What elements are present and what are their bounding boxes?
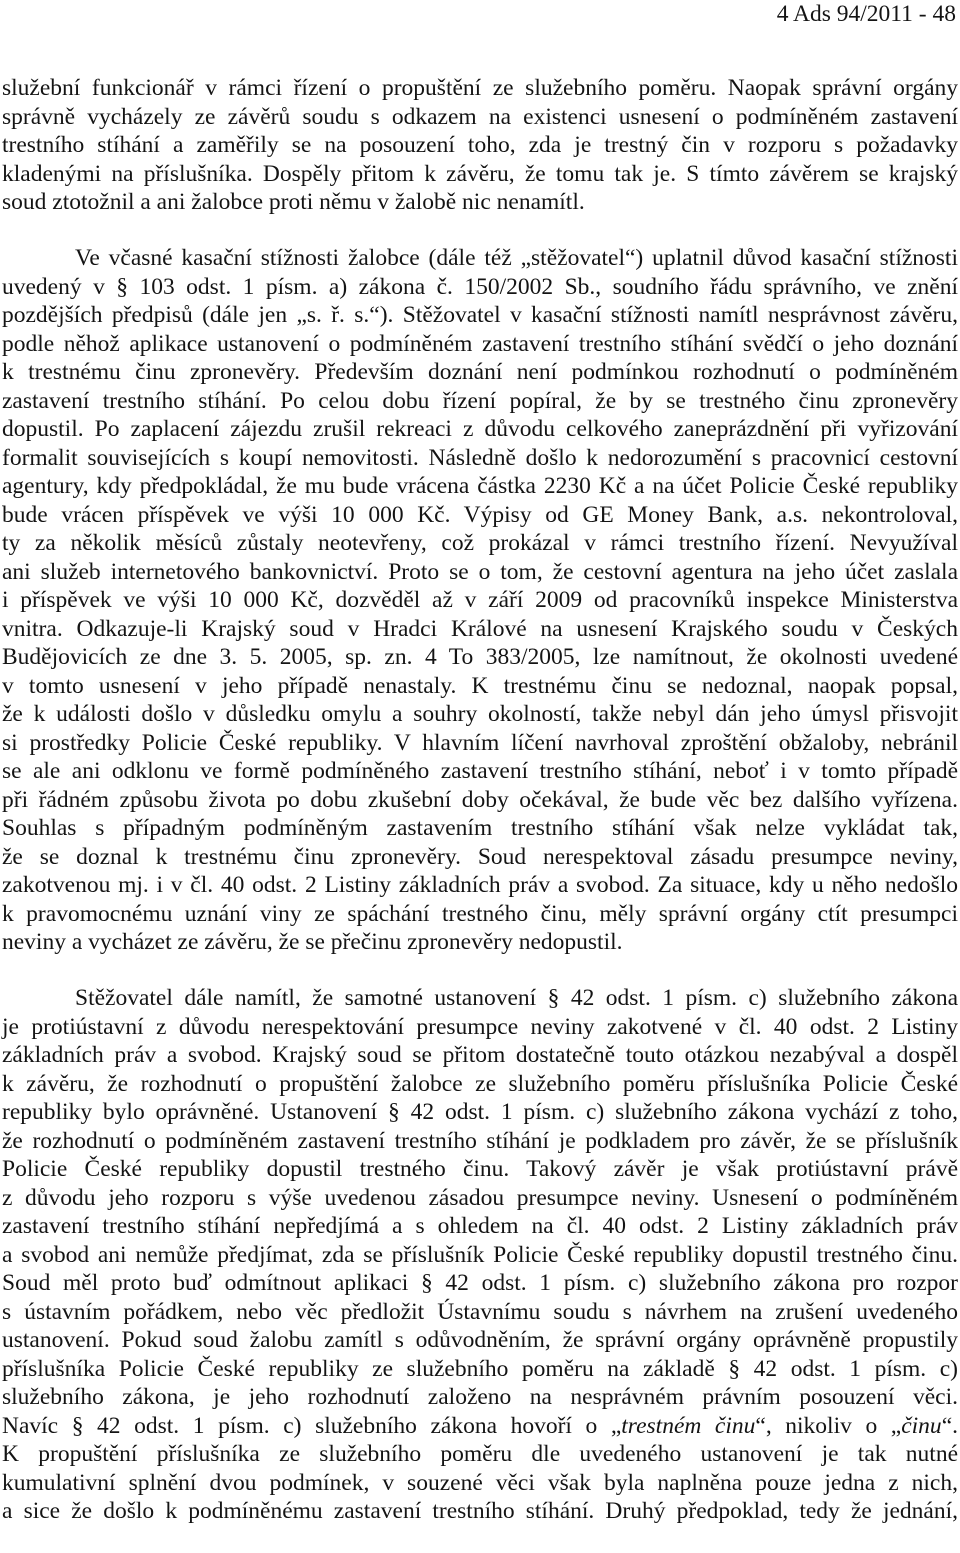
text-segment: Navíc § 42 odst. 1 písm. c) služebního zákona hovoří o „ [2,1412,622,1439]
text-line: bude vrácen příspěvek ve výši 10 000 Kč. Výpisy od GE Money Bank, a.s. nekontroloval, [2,501,958,528]
text-line: je protiústavní z důvodu nerespektování presumpce neviny zakotvené v čl. 40 odst. 2 Listiny [2,1013,958,1040]
text-line: k závěru, že rozhodnutí o propuštění žalobce ze služebního poměru příslušníka Policie České [2,1070,958,1097]
text-line: a svobod ani nemůže předjímat, zda se příslušník Policie České republiky dopustil trestného činu. [2,1241,958,1268]
text-line: zastavení trestního stíhání. Po celou dobu řízení popíral, že by se trestného činu zpronevěry [2,387,958,414]
text-line: zakotvenou mj. i v čl. 40 odst. 2 Listiny základních práv a svobod. Za situace, kdy u něho nedošlo [2,872,958,898]
text-line: k trestnému činu zpronevěry. Především doznání není podmínkou rozhodnutí o podmíněném [2,359,958,385]
text-line: republiky bylo oprávněné. Ustanovení § 42 odst. 1 písm. c) služebního zákona vychází z toho, [2,1099,958,1125]
text-segment: “, nikoliv o „ [755,1412,902,1439]
text-line: příslušníka Policie České republiky ze služebního poměru na základě § 42 odst. 1 písm. c) [2,1355,958,1382]
text-line: k pravomocnému uznání viny ze spáchání trestného činu, měly správní orgány ctít presumpci [2,900,958,927]
text-line: si prostředky Policie České republiky. V hlavním líčení navrhoval zproštění obžaloby, nebránil [2,729,958,756]
text-line: ani služeb internetového bankovnictví. Proto se o tom, že cestovní agentura na jeho účet zaslala [2,558,958,585]
text-line: Stěžovatel dále namítl, že samotné ustanovení § 42 odst. 1 písm. c) služebního zákona [75,985,958,1011]
case-number-header: 4 Ads 94/2011 - 48 [776,1,956,27]
text-segment: “. [941,1412,958,1439]
text-line: dopustil. Po zaplacení zájezdu zrušil rekreaci z důvodu celkového zaneprázdnění při vyřizování [2,416,958,442]
text-line: podle něhož aplikace ustanovení o podmíněném zastavení trestního stíhání svědčí o jeho doznání [2,330,958,357]
text-line: že rozhodnutí o podmíněném zastavení trestního stíhání je podkladem pro závěr, že se příslušník [2,1127,958,1154]
text-line: při řádném způsobu života po dobu zkušební doby očekával, že bude věc bez dalšího vyřízena. [2,786,958,813]
text-line: služebního zákona, je jeho rozhodnutí založeno na nesprávném právním posouzení věci. [2,1384,958,1410]
text-line: se ale ani odklonu ve formě podmíněného zastavení trestního stíhání, neboť i v tomto případě [2,758,958,784]
text-line: že se doznal k trestnému činu zpronevěry. Soud nerespektoval zásadu presumpce neviny, [2,843,958,870]
text-line: Souhlas s případným podmíněným zastavením trestního stíhání však nelze vykládat tak, [2,815,958,841]
text-line: s ústavním pořádkem, nebo věc předložit Ústavnímu soudu s návrhem na zrušení uvedeného [2,1298,958,1325]
text-line: vnitra. Odkazuje-li Krajský soud v Hradci Králové na usnesení Krajského soudu v Českých [2,615,958,642]
text-line: z důvodu jeho rozporu s výše uvedenou zásadou presumpce neviny. Usnesení o podmíněném [2,1184,958,1211]
text-line: formalit souvisejících s koupí nemovitosti. Následně došlo k nedorozumění s pracovnicí cestovní [2,444,958,471]
text-line: neviny a vycházet ze závěru, že se přečinu zpronevěry nedopustil. [2,929,623,955]
document-page [2,0,958,1553]
text-line: v tomto usnesení v jeho případě nenastaly. K trestnému činu se nedoznal, naopak popsal, [2,672,958,699]
text-line: pozdějších předpisů (dále jen „s. ř. s.“). Stěžovatel v kasační stížnosti namítl nesprávnost závěru, [2,302,958,328]
text-line: že k události došlo v důsledku omylu a souhry okolností, takže nebyl dán jeho úmysl přisvojit [2,701,958,727]
text-line: Ve včasné kasační stížnosti žalobce (dále též „stěžovatel“) uplatnil důvod kasační stížnosti [75,245,958,271]
text-line: zastavení trestního stíhání nepředjímá a s ohledem na čl. 40 odst. 2 Listiny základních práv [2,1213,958,1239]
text-line: ty za několik měsíců zůstaly neotevřeny, což prokázal v rámci trestního řízení. Nevyužíval [2,530,958,556]
text-line: kumulativní splnění dvou podmínek, v souzené věci však byla naplněna pouze jedna z nich, [2,1469,958,1496]
text-line: ustanovení. Pokud soud žalobu zamítl s odůvodněním, že správní orgány oprávněně propustily [2,1327,958,1353]
text-line: Soud měl proto buď odmítnout aplikaci § 42 odst. 1 písm. c) služebního zákona pro rozpor [2,1270,958,1296]
paragraph-cassation-complaint [2,244,958,957]
text-line: K propuštění příslušníka ze služebního poměru dle uvedeného ustanovení je tak nutné [2,1441,958,1467]
text-line: kladenými na příslušníka. Dospěly přitom k závěru, že tomu tak je. S tímto závěrem se krajský [2,160,958,187]
text-line: agentury, kdy předpokládal, že mu bude vrácena částka 2230 Kč a na účet Policie České republiky [2,473,958,499]
text-line: a sice že došlo k podmíněnému zastavení trestního stíhání. Druhý předpoklad, tedy že jednání, [2,1498,958,1524]
emphasized-term: činu [901,1412,942,1439]
paragraph-continuation [2,74,958,217]
text-line [2,1412,958,1441]
text-line: Budějovicích ze dne 3. 5. 2005, sp. zn. 4 To 383/2005, lze namítnout, že okolnosti uvedené [2,644,958,670]
text-line: i příspěvek ve výši 10 000 Kč, dozvěděl až v září 2009 od pracovníků inspekce Ministerstva [2,587,958,613]
text-line: trestního stíhání a zaměřily se na posouzení toho, zda je trestný čin v rozporu s požadavky [2,132,958,158]
text-line: služební funkcionář v rámci řízení o propuštění ze služebního poměru. Naopak správní orgány [2,75,958,101]
text-line: základních práv a svobod. Krajský soud se přitom dostatečně touto otázkou nezabýval a dospěl [2,1042,958,1068]
text-line: Policie České republiky dopustil trestného činu. Takový závěr je však protiústavní právě [2,1156,958,1182]
emphasized-term: trestném činu [621,1412,756,1439]
paragraph-unconstitutionality-objection [2,984,958,1526]
text-line: správně vycházely ze závěrů soudu s odkazem na existenci usnesení o podmíněném zastavení [2,103,958,130]
text-line: soud ztotožnil a ani žalobce proti němu v žalobě nic nenamítl. [2,189,585,215]
text-line: uvedený v § 103 odst. 1 písm. a) zákona č. 150/2002 Sb., soudního řádu správního, ve znění [2,273,958,300]
